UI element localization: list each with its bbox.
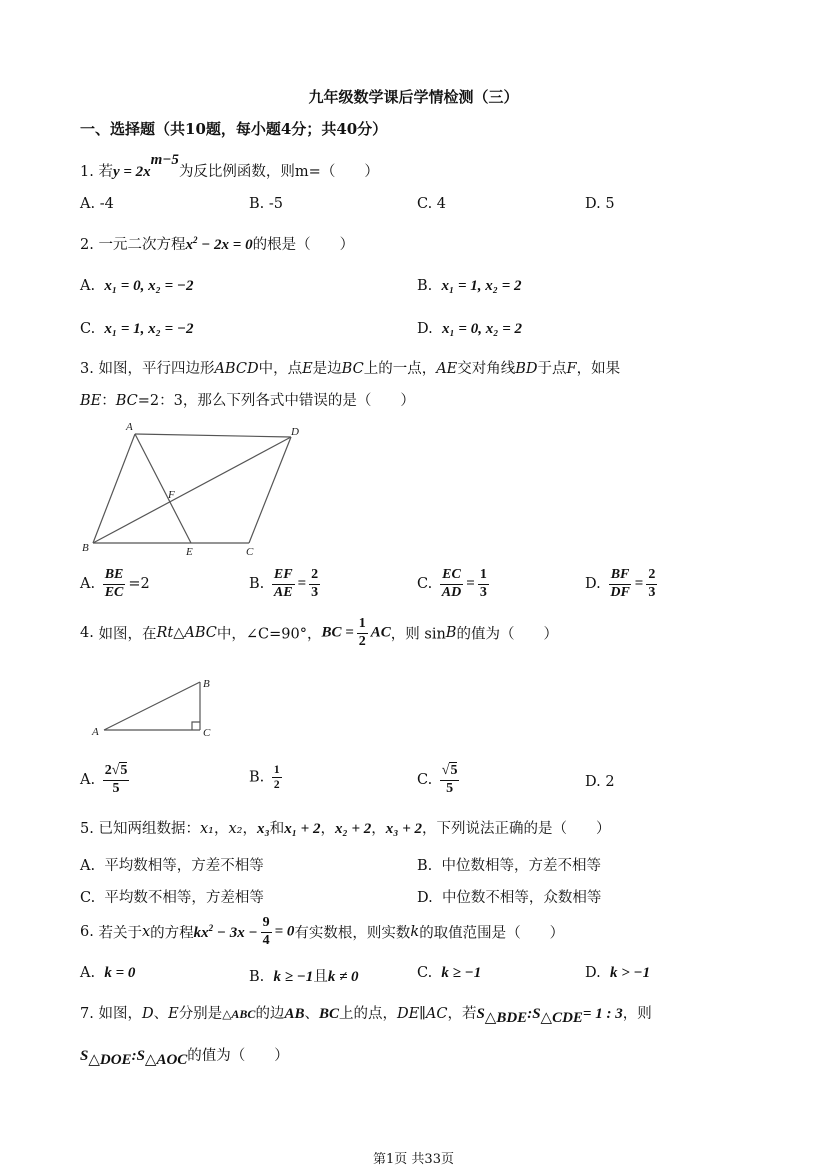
q1-option-a: A. -4: [80, 196, 114, 212]
q2-option-c: C. x₁ = 1, x₂ = −2: [80, 321, 194, 337]
q5-option-c: C. 平均数不相等，方差相等: [80, 890, 264, 906]
question-5: 5. 已知两组数据：x₁，x₂，x₃和x₁ + 2，x₂ + 2，x₃ + 2，下列说法正确的是（ ）: [80, 821, 611, 837]
q1-post: 为反比例函数，则m=: [178, 163, 321, 180]
label-b: B: [203, 678, 210, 690]
question-6: 6. 若关于x的方程$kx^2 - 3x$ − $\frac{9}{4}$ = 0有实数根，则实数k的取值范围是（ ）: [80, 915, 565, 948]
q3-option-c: C. $\frac{EC}{AD}$ = $\frac{1}{3}$: [417, 567, 487, 600]
q1-exponent: m−5: [150, 152, 179, 168]
edge-dc: [249, 437, 291, 543]
label-b: B: [82, 542, 89, 554]
q4-option-b: B. $\frac{1}{2}$: [249, 764, 280, 792]
section-heading: 一、选择题（共10题，每小题4分；共40分）: [80, 120, 388, 138]
q4-option-c: C. $\frac{√5}{5}$: [417, 763, 458, 796]
diagonal-bd: [93, 437, 291, 543]
question-7-line-2: $S_{\triangle DOE}:S_{\triangle AOC}$的值为（ ）: [80, 1048, 289, 1068]
q2-formula: $x^2 - 2x = 0$: [185, 235, 253, 253]
question-7-line-1: 7. 如图，D、E分别是△ABC的边AB、BC上的点，DE∥AC，若$S_{\triangle BDE}:S_{\triangle CDE}= 1$ : 3，则: [80, 1006, 652, 1026]
parallelogram-figure: [78, 418, 308, 560]
edge-ad: [135, 434, 291, 437]
q5-option-d: D. 中位数不相等，众数相等: [417, 890, 602, 906]
q1-option-d: D. 5: [585, 196, 615, 212]
q6-option-a: A. k = 0: [80, 965, 136, 981]
q3-option-d: D. $\frac{BF}{DF}$ = $\frac{2}{3}$: [585, 567, 656, 600]
label-a: A: [92, 726, 99, 738]
q2-option-b: B. x₁ = 1, x₂ = 2: [417, 278, 522, 294]
q1-option-b: B. -5: [249, 196, 283, 212]
hypotenuse-ab: [104, 682, 200, 730]
q5-option-a: A. 平均数相等，方差不相等: [80, 858, 264, 874]
page-title: 九年级数学课后学情检测（三）: [308, 88, 519, 106]
q1-number: 1.: [80, 163, 94, 180]
label-c: C: [203, 727, 211, 739]
question-3-line-2: BE：BC=2：3，那么下列各式中错误的是（ ）: [80, 393, 415, 409]
edge-ab: [93, 434, 135, 543]
q3-option-a: A. $\frac{BE}{EC}$ =2: [80, 567, 150, 600]
q4-option-d: D. 2: [585, 774, 615, 790]
page-footer: 第1页 共33页: [373, 1152, 454, 1167]
label-c: C: [246, 546, 254, 558]
q2-option-d: D. x₁ = 0, x₂ = 2: [417, 321, 522, 337]
q1-option-c: C. 4: [417, 196, 447, 212]
segment-ae: [135, 434, 191, 543]
label-e: E: [186, 546, 193, 558]
q5-option-b: B. 中位数相等，方差不相等: [417, 858, 601, 874]
q6-option-d: D. k > −1: [585, 965, 651, 981]
q1-pre: 若: [98, 163, 113, 180]
question-2: 2. 一元二次方程$x^2 - 2x = 0$的根是（ ）: [80, 235, 355, 253]
q6-option-b: B. k ≥ −1且k ≠ 0: [249, 969, 359, 985]
label-d: D: [291, 426, 299, 438]
q1-blank: （ ）: [320, 163, 379, 180]
label-a: A: [126, 421, 133, 433]
q3-option-b: B. $\frac{EF}{AE}$ = $\frac{2}{3}$: [249, 567, 319, 600]
right-angle-marker: [192, 722, 200, 730]
question-4: 4. 如图，在Rt△ABC中，∠C=90°，BC = $\frac{1}{2}$ AC，则 sinB的值为（ ）: [80, 616, 558, 649]
question-3-line-1: 3. 如图，平行四边形ABCD中，点E是边BC上的一点，AE交对角线BD于点F，如果: [80, 361, 621, 377]
q6-option-c: C. k ≥ −1: [417, 965, 482, 981]
q2-option-a: A. x₁ = 0, x₂ = −2: [80, 278, 194, 294]
question-1: [80, 152, 379, 181]
q4-option-a: A. $\frac{2√5}{5}$: [80, 763, 128, 796]
right-triangle-figure: [88, 672, 228, 742]
q1-formula: y = 2x: [112, 163, 151, 180]
label-f: F: [168, 489, 175, 501]
